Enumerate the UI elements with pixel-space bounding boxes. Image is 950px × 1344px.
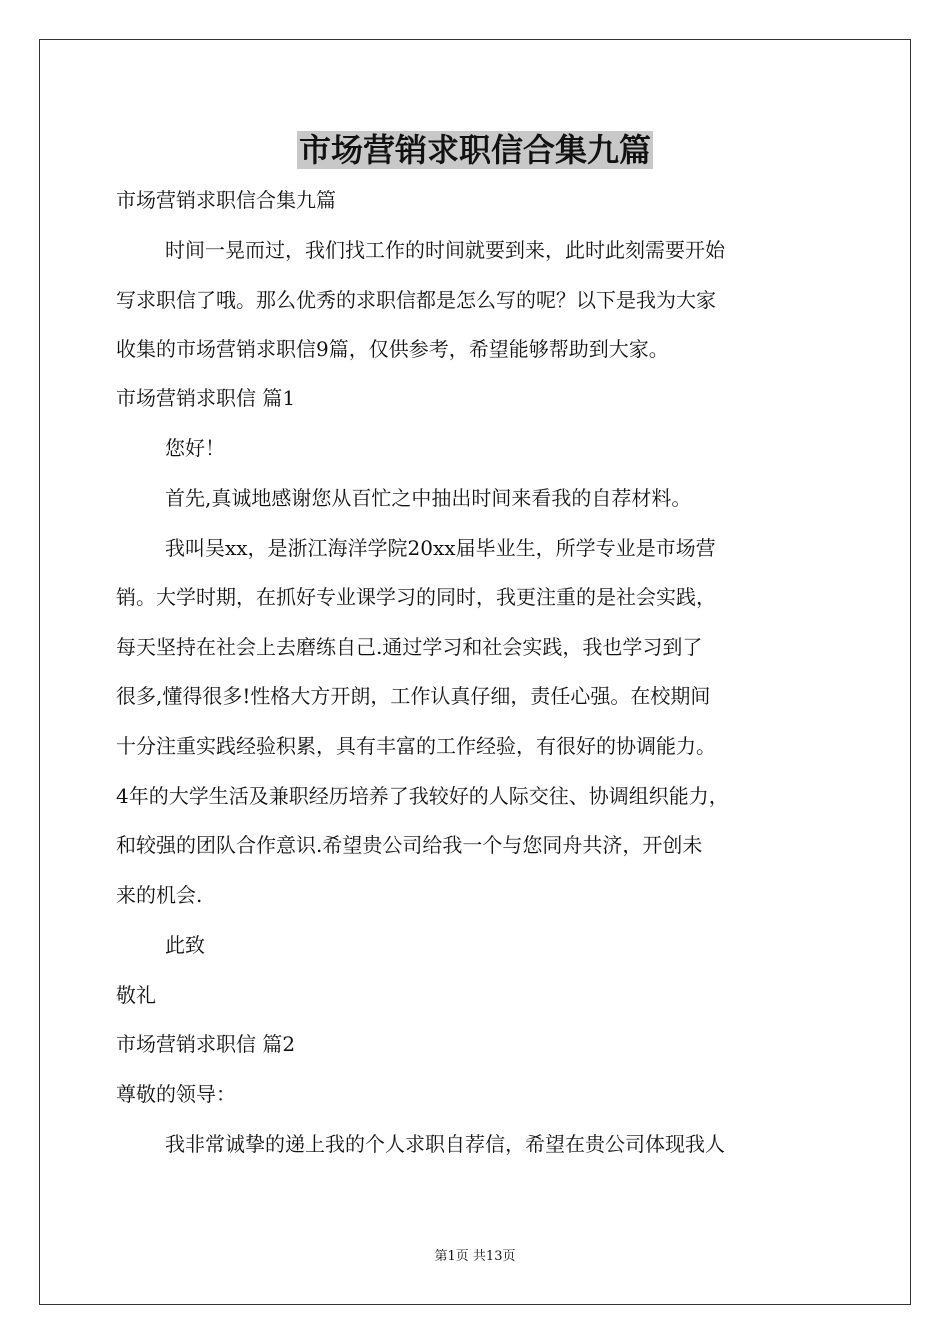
paragraph-line: 首先,真诚地感谢您从百忙之中抽出时间来看我的自荐材料。: [165, 486, 692, 510]
paragraph-line: 我非常诚挚的递上我的个人求职自荐信，希望在贵公司体现我人: [165, 1132, 725, 1156]
subtitle-line: 市场营销求职信合集九篇: [116, 188, 336, 212]
paragraph-line: 4年的大学生活及兼职经历培养了我较好的人际交往、协调组织能力，: [116, 784, 729, 808]
paragraph-line: 十分注重实践经验积累，具有丰富的工作经验，有很好的协调能力。: [116, 734, 716, 758]
paragraph-line: 和较强的团队合作意识.希望贵公司给我一个与您同舟共济，开创未: [116, 833, 703, 857]
paragraph-line: 收集的市场营销求职信9篇，仅供参考，希望能够帮助到大家。: [116, 337, 669, 361]
paragraph-line: 时间一晃而过，我们找工作的时间就要到来，此时此刻需要开始: [165, 238, 725, 262]
paragraph-line: 来的机会.: [116, 883, 203, 907]
document-title-text: 市场营销求职信合集九篇: [298, 131, 651, 169]
paragraph-line: 我叫吴xx，是浙江海洋学院20xx届毕业生，所学专业是市场营: [165, 536, 716, 560]
paragraph-line: 很多,懂得很多!性格大方开朗，工作认真仔细，责任心强。在校期间: [116, 684, 711, 708]
closing-line: 此致: [165, 933, 205, 957]
greeting-line: 您好！: [165, 436, 225, 460]
page-border: [39, 39, 911, 1305]
paragraph-line: 每天坚持在社会上去磨练自己.通过学习和社会实践，我也学习到了: [116, 635, 703, 659]
paragraph-line: 销。大学时期，在抓好专业课学习的同时，我更注重的是社会实践，: [116, 585, 716, 609]
page-number: 第1页 共13页: [434, 1249, 516, 1264]
section-heading: 市场营销求职信 篇2: [116, 1032, 296, 1056]
paragraph-line: 写求职信了哦。那么优秀的求职信都是怎么写的呢？以下是我为大家: [116, 288, 716, 312]
document-title: [0, 126, 950, 174]
greeting-line: 尊敬的领导：: [116, 1082, 236, 1106]
section-heading: 市场营销求职信 篇1: [116, 386, 296, 410]
closing-line: 敬礼: [116, 983, 156, 1007]
